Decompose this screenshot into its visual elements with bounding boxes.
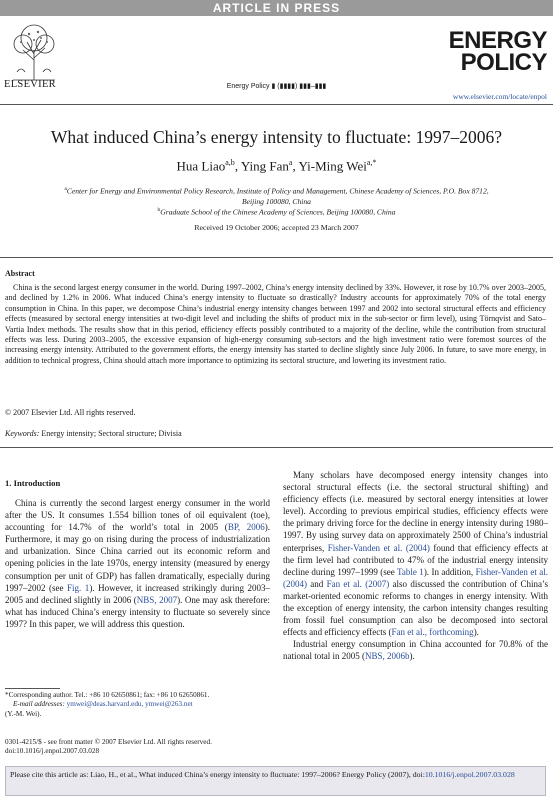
abstract-heading: Abstract (5, 269, 35, 278)
right-column-text (283, 469, 548, 663)
keywords-line (5, 429, 182, 438)
paragraph: Many scholars have decomposed energy intensity changes into sectoral structural effects (i.e. the sectoral structural shifting) and efficiency effects (i.e. measured by sectoral energy intensities at lower level). According to previous empirical studies, efficiency effects were the primary driving force for the decline in energy intensity during 1980–1997. By using survey data on approximately 2500 of China’s industrial enterprises, Fisher-Vanden et al. (2004) found that efficiency effects at the firm level had contributed to 47% of the industrial energy intensity decline during 1997–1999 (see Table 1). In addition, Fisher-Vanden et al. (2004) and Fan et al. (2007) also discussed the contribution of China’s market-oriented economic reforms to changes in energy intensity. With the exception of energy intensity, the carbon intensity changes resulting from fossil fuel consumption can also be decomposed into sectoral effects and efficiency effects (Fan et al., forthcoming). (283, 470, 549, 638)
energy-policy-logo (448, 27, 547, 76)
ref-link-nbs-2006b[interactable]: NBS, 2006b (364, 651, 410, 662)
elsevier-tree-logo (5, 20, 63, 82)
left-column-text (5, 497, 270, 630)
email-links[interactable]: ymwei@deas.harvard.edu, ymwei@263.net (64, 700, 193, 709)
logo-line-1: ENERGY (448, 27, 547, 54)
ref-link-fisher-vanden[interactable]: Fisher-Vanden et al. (2004) (327, 542, 430, 553)
fig-link[interactable]: Fig. 1 (67, 582, 90, 593)
paragraph: Industrial energy consumption in China accounted for 70.8% of the national total in 2005 (NBS, 2006b). (283, 639, 548, 662)
ref-link-fisher-vanden-2[interactable]: Fisher-Vanden et al. (2004) (283, 566, 548, 589)
paragraph: China is currently the second largest energy consumer in the world after the US. It consumes 1.554 billion tones of oil equivalent (toe), accounting for 14.7% of the world’s total in 2005 (BP, 2006). Furthermore, it may go on rising during the process of industrialization and urbanization. Since China carried out its economic reform and opening policies in the late 1970s, energy intensity (measured by energy consumption per unit of GDP) has fallen dramatically, especially during 1997–2002 (see Fig. 1). However, it increased strikingly during 2003–2005 and declined slightly in 2006 (NBS, 2007). One may ask therefore: what has induced China’s energy intensity to fluctuate so severely since 1997? In this paper, we will address this question. (5, 498, 270, 629)
abstract-text: China is the second largest energy consumer in the world. During 1997–2002, China’s energy intensity declined by 33%. However, it rose by 10.7% over 2003–2005, and declined by 1.2% in 2006. What induced China’s energy intensity to fluctuate so drastically? Industry accounts for approximately 70% of the total energy consumption in China. In this paper, we decompose China’s industrial energy intensity changes between 1997 and 2002 into sectoral structural effects and efficiency effects (measured by sectoral energy intensities at two-digit level and including the shifts of product mix in the sub-sector or firm level), using Törnqvist and Sato–Vartia Index methods. The results show that in this period, efficiency effects possibly contributed to a majority of the decline, while the contribution from structural effects was less. During 2003–2005, the excessive expansion of high-energy consuming sub-sectors and the high investment ratio were foremost sources of the increasing energy intensity. Attributed to the government efforts, the energy intensity has started to decline slightly since July 2006. In future, to save more energy, in addition to technical progress, China should attach more importance to optimizing its sectoral structure, and lowering its investment ratio. (5, 283, 546, 365)
citation-box (5, 766, 546, 796)
abstract-copyright: © 2007 Elsevier Ltd. All rights reserved. (5, 408, 136, 417)
table-link[interactable]: Table 1 (397, 566, 424, 577)
doi-line: doi:10.1016/j.enpol.2007.03.028 (5, 747, 100, 756)
issn-line: 0301-4215/$ - see front matter © 2007 Elsevier Ltd. All rights reserved. (5, 738, 212, 746)
author-name: Yi-Ming Wei (298, 158, 367, 174)
issn-doi-block (5, 738, 212, 757)
abstract-top-divider (0, 257, 553, 258)
author-list: Hua Liao$^{a,b}$, Ying Fan$^a$, Yi-Ming Wei$^{a,*}$ (176, 158, 377, 174)
citation-doi-link[interactable]: 10.1016/j.enpol.2007.03.028 (424, 770, 515, 779)
article-title: What induced China’s energy intensity to fluctuate: 1997–2006? (50, 127, 503, 147)
affiliation-a: $^a$Center for Energy and Environmental Policy Research, Institute of Policy and Management, Chinese Academy of Sciences, P.O. Box 8712, Beijing 100080, China (64, 186, 489, 206)
ref-link-bp[interactable]: BP, 2006 (227, 522, 265, 533)
author-name: Hua Liao (176, 158, 226, 174)
received-dates: Received 19 October 2006; accepted 23 March 2007 (194, 223, 359, 232)
section-heading: 1. Introduction (5, 478, 61, 488)
article-in-press-banner: ARTICLE IN PRESS (0, 0, 553, 16)
footnote-divider (5, 688, 60, 689)
journal-citation-line: Energy Policy ▮ (▮▮▮▮) ▮▮▮–▮▮▮ (226, 83, 327, 90)
elsevier-wordmark: ELSEVIER (4, 79, 56, 90)
affiliation-b: $^b$Graduate School of the Chinese Academy of Sciences, Beijing 100080, China (157, 207, 396, 217)
ref-link-fan[interactable]: Fan et al. (2007) (326, 578, 390, 589)
journal-url-link[interactable]: www.elsevier.com/locate/enpol (452, 92, 547, 101)
ref-link-fan-forthcoming[interactable]: Fan et al., forthcoming (391, 627, 474, 638)
author-affil-sup: a,b (225, 158, 235, 167)
header-divider (0, 104, 553, 105)
corresponding-author-footnote: *Corresponding author. Tel.: +86 10 62650861; fax: +86 10 62650861. E-mail addresses: ymwei@deas.harvard.edu, ymwei@263.net (Y.-M. Wei). (5, 691, 210, 718)
citation-text: Please cite this article as: Liao, H., et al., What induced China’s energy intensity to fluctuate: 1997–2006? Energy Policy (2007), doi: (10, 770, 425, 779)
author-name: Ying Fan (240, 158, 289, 174)
keywords-list: Energy intensity; Sectoral structure; Divisia (41, 429, 182, 438)
email-label: E-mail addresses: (13, 700, 65, 709)
author-affil-sup[interactable]: a,* (366, 158, 377, 167)
logo-line-2: POLICY (460, 49, 547, 76)
keywords-bottom-divider (0, 447, 553, 448)
keywords-label: Keywords: (5, 429, 40, 438)
author-affil-sup: a (288, 158, 293, 167)
ref-link-nbs[interactable]: NBS, 2007 (136, 594, 178, 605)
